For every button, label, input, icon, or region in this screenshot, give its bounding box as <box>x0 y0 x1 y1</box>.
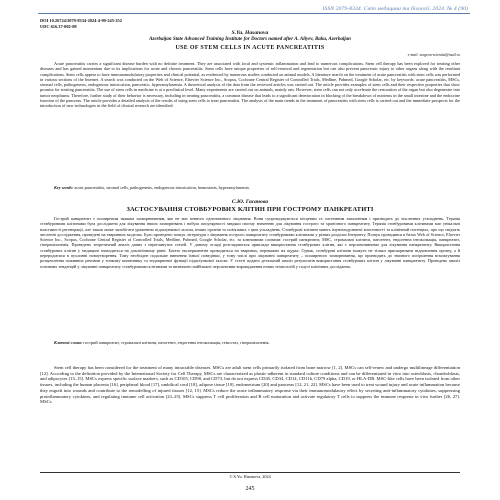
author-email[interactable]: e-mail: surgeon-scientist@mail.ru <box>407 53 460 57</box>
header-rule <box>38 13 470 14</box>
keywords-label-uk: Ключові слова: <box>54 340 83 345</box>
footer-rule <box>40 472 460 473</box>
udc: UDC 616.37-002-08 <box>40 24 77 29</box>
article-title-uk: ЗАСТОСУВАННЯ СТОВБУРОВИХ КЛІТИН ПРИ ГОСТРОМУ ПАНКРЕАТИТІ <box>126 206 374 213</box>
abstract-uk: Гострий панкреатит є поширеним тяжким захворюванням, яке не має певного однозначного лікування. Вони супроводжуються місцевим та системним запаленням і призводять до численних ускладнень. Терапія стовбуровими клітинами була досліджена для лікування інших захворювань і набула популярності завдяки своєму значенню для лікування гострого та хронічного панкреатиту. Терапія стовбуровими клітинами має унікальні властивості регенерації, але також може запобігати ураженню підшлункової залози, інших органів та пов'язаних з цим ускладнень. Стовбурові клітини мають імуномодулюючі властивості та клінічний потенціал, про що свідчать численні дослідження, проведені на тваринних моделях. Було проведено пошук літератури з лікування гострого панкреатиту стовбуровими клітинами у різних розділах Інтернету. Пошук проводився в базах Web of Science, Elsevier Science Inc., Scopus, Cochrane Central Register of Controlled Trials, Medline, Pubmed, Google Scholar, etc. за ключовими словами: гострий панкреатит, MSC, стромальні клітини, патогенез, ендогенна інтоксикація, панкреатит, гіперамілаземія. Проведено теоретичний аналіз даних з переглянутих статей. У даному огляді розглядаються приклади використання стовбурових клітин, які є перспективними для лікування панкреатиту. Використання стовбурових клітин у медицині знаходиться на доклінічному рівні. Багато експериментів проводиться на тваринах, переважно на щурах. Однак, стовбурові клітини можуть не тільки прискорювати відновлення органу, а й переродитися в пухлинні новоутворення. Тому необхідне подальше вивчення їхньої поведінки, у тому числі при лікуванні панкреатиту – поширеного захворювання, що призводить до значного погіршення всмоктування розщеплення поживних речовин у тонкому кишечнику та ендокринної функції підшлункової залози. У статті подано детальний аналіз результатів використання стовбурових клітин у лікуванні панкреатиту. Проведено аналіз основних тенденцій у лікуванні панкреатиту стовбуровими клітинами та визначено найближчі перспективи впровадження нових технологій у галузі клінічних досліджень. <box>40 216 460 269</box>
abstract-en: Acute pancreatitis carries a significant disease burden with no definite treatment. They are associated with local and systemic inflammation and lead to numerous complications. Stem cell therapy has been explored for treating other diseases and has gained momentum due to its implications for acute and chronic pancreatitis. Stem cells have unique properties of self-renewal and regeneration but can also prevent pancreatic injury to other organs along with the resultant complications. Stem cells appear to have immunomodulatory properties and clinical potential, as evidenced by numerous studies conducted on animal models. A literature search on the treatment of acute pancreatitis with stem cells was performed in various sections of the Internet. A search was conducted on the Web of Science, Elsevier Science Inc., Scopus, Cochrane Central Register of Controlled Trials, Medline, Pubmed, Google Scholar, etc. by keywords: acute pancreatitis, MSCs, stromal cells, pathogenesis, endogenous intoxication, pancreatic, hyperamylasemia. A theoretical analysis of the data from the reviewed articles was carried out. The article provides examples of stem cells and their respective properties that show promise for treating pancreatitis. The use of stem cells in medicine is at a preclinical level. Many experiments are carried out on animals, mainly rats. However, stem cells can not only accelerate the restoration of the organ but also degenerate into tumor neoplasms. Therefore, further study of their behavior is necessary, including in treating pancreatitis, a common disease that leads to a significant deterioration in blocking of the breakdown of nutrients in the small intestine and the endocrine function of the pancreas. The article provides a detailed analysis of the results of using stem cells to treat pancreatitis. The analysis of the main trends in the treatment of pancreatitis with stem cells is carried out and the immediate prospects for the introduction of new technologies in the field of clinical research are identified. <box>40 61 460 109</box>
article-title-en: USE OF STEM CELLS IN ACUTE PANCREATITIS <box>175 45 325 51</box>
doi: DOI 10.26724/2079-8334-2024-4-90-245-252 <box>40 18 122 23</box>
author-uk: С.Ю. Гасанова <box>231 199 269 205</box>
journal-header: ISSN 2079-8334. Світ медицини та біології. 2024. № 4 (90) <box>322 6 468 12</box>
body-paragraph: Stem cell therapy has been considered for the treatment of many intractable diseases. MSCs are adult stem cells primarily isolated from bone marrow [1, 2]. MSCs can self-renew and undergo multilineage differentiation [12]. According to the definition provided by the International Society for Cell Therapy, MSCs are characterized as plastic-adherent in standard culture conditions and can be differentiated in vitro into osteoblasts, chondroblasts, and adipocytes [13–15]. MSCs express specific surface markers, such as CD105, CD90, and CD73, but do not express CD45, CD34, CD14, CD11b, CD79 alpha, CD19, or HLA-DR. MSC-like cells have been isolated from other tissues, including the human placenta [16], peripheral blood [17], umbilical cord [18], adipose tissue [19], endometrium [20] and pancreas [12, 21, 22]. MSCs have been used to treat wound injury and acute inflammation because they engraft into wounds and contribute to the remodelling of injured tissues [12, 15]. MSCs reduce the acute inflammatory response via their immunomodulatory effect by secreting anti-inflammatory cytokines, suppressing proinflammatory cytokines, and regulating immune cell activation [23–25]. MSCs suppress T cell proliferation and B cell maturation and activate regulatory T cells to suppress the immune response in vivo further [26, 27]. MSCs <box>40 365 460 405</box>
keywords-label-en: Key words: <box>54 185 74 190</box>
author-en: S.Yu. Hasanova <box>231 30 269 36</box>
copyright: © S.Yu. Hasanova, 2024 <box>229 474 271 479</box>
page-number: 245 <box>245 486 255 492</box>
doi-block <box>40 18 122 30</box>
keywords-value-uk: гострий панкреатит, стромальні клітини, патогенез, ендогенна інтоксикація, гемостаз, гіперамілаземія. <box>83 340 270 345</box>
keywords-uk <box>40 340 460 345</box>
affiliation: Azerbaijan State Advanced Training Institute for Doctors named after A. Aliyev, Baku, Azerbaijan <box>149 37 351 42</box>
keywords-en <box>40 185 460 190</box>
keywords-value-en: acute pancreatitis, stromal cells, pathogenesis, endogenous intoxication, hemostasis, hyperamylasemia. <box>74 185 250 190</box>
